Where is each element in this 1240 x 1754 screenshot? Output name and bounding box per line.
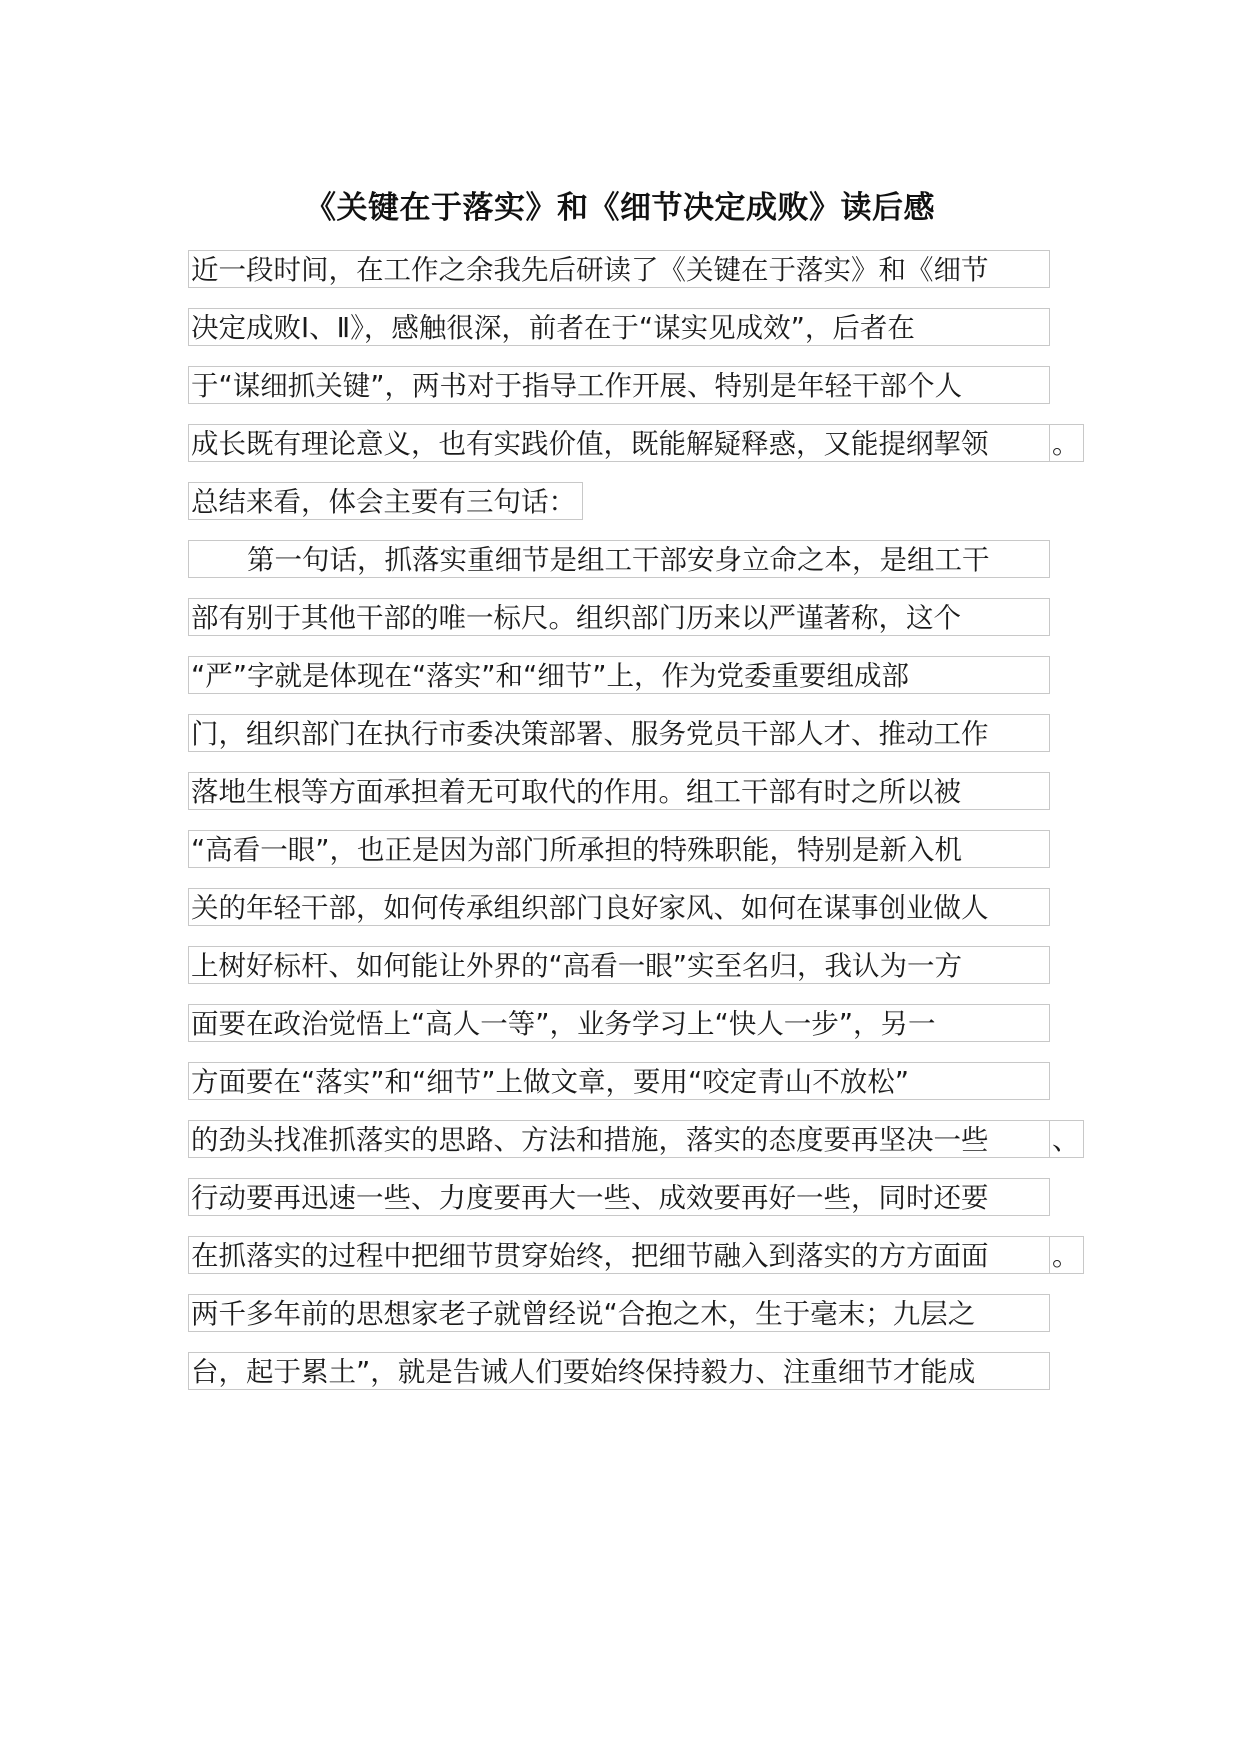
line-text: 门，组织部门在执行市委决策部署、服务党员干部人才、推动工作 [188,714,1050,752]
line-overflow-punct: 。 [1050,1236,1084,1274]
document-title: 《关键在于落实》和《细节决定成败》读后感 [305,190,935,226]
line-text: “严”字就是体现在“落实”和“细节”上，作为党委重要组成部 [188,656,1050,694]
text-line [188,366,1050,406]
line-text: 方面要在“落实”和“细节”上做文章，要用“咬定青山不放松” [188,1062,1050,1100]
line-text: 近一段时间，在工作之余我先后研读了《关键在于落实》和《细节 [188,250,1050,288]
text-line [188,1236,1084,1276]
line-text: 台，起于累土”，就是告诫人们要始终保持毅力、注重细节才能成 [188,1352,1050,1390]
line-text: 落地生根等方面承担着无可取代的作用。组工干部有时之所以被 [188,772,1050,810]
line-text: 上树好标杆、如何能让外界的“高看一眼”实至名归，我认为一方 [188,946,1050,984]
line-text: 在抓落实的过程中把细节贯穿始终，把细节融入到落实的方方面面 [188,1236,1050,1274]
text-line [188,830,1050,870]
text-line [188,1352,1050,1392]
line-text: 成长既有理论意义，也有实践价值，既能解疑释惑，又能提纲挈领 [188,424,1050,462]
line-text: 决定成败Ⅰ、Ⅱ》，感触很深，前者在于“谋实见成效”，后者在 [188,308,1050,346]
text-line [188,308,1050,348]
text-line [188,946,1050,986]
text-line [188,250,1050,290]
text-line [188,714,1050,754]
text-line [188,1120,1084,1160]
text-line [188,772,1050,812]
line-text: 两千多年前的思想家老子就曾经说“合抱之木，生于毫末；九层之 [188,1294,1050,1332]
line-text: 关的年轻干部，如何传承组织部门良好家风、如何在谋事创业做人 [188,888,1050,926]
line-text: 部有别于其他干部的唯一标尺。组织部门历来以严谨著称，这个 [188,598,1050,636]
text-line [188,1062,1050,1102]
text-line [188,656,1050,696]
line-text: 总结来看，体会主要有三句话： [188,482,583,520]
text-line [188,888,1050,928]
line-text: 的劲头找准抓落实的思路、方法和措施，落实的态度要再坚决一些 [188,1120,1050,1158]
text-line [188,424,1084,464]
text-line [188,1178,1050,1218]
text-line [188,1294,1050,1334]
line-text-indented [188,540,1050,578]
line-text: 行动要再迅速一些、力度要再大一些、成效要再好一些，同时还要 [188,1178,1050,1216]
text-line [188,598,1050,638]
line-text: “高看一眼”，也正是因为部门所承担的特殊职能，特别是新入机 [188,830,1050,868]
line-overflow-punct: 。 [1050,424,1084,462]
text-line [188,1004,1050,1044]
text-line [188,540,1050,580]
text-line [188,482,583,522]
line-text: 面要在政治觉悟上“高人一等”，业务学习上“快人一步”，另一 [188,1004,1050,1042]
line-text: 第一句话，抓落实重细节是组工干部安身立命之本，是组工干 [247,544,990,576]
line-overflow-punct: 、 [1050,1120,1084,1158]
line-text: 于“谋细抓关键”，两书对于指导工作开展、特别是年轻干部个人 [188,366,1050,404]
